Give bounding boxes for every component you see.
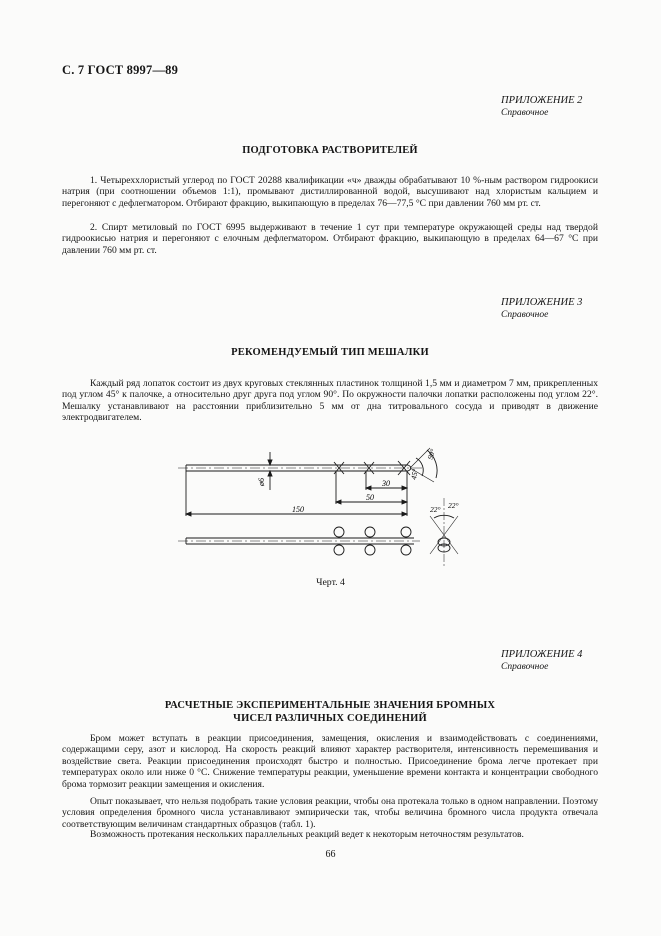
dim-diameter-label: ø6 bbox=[257, 478, 266, 486]
page-number: 66 bbox=[325, 849, 336, 860]
angle-22b-label: 22° bbox=[448, 501, 459, 510]
angle-90-label: 90° bbox=[425, 447, 438, 461]
angle-22a-label: 22° bbox=[430, 505, 441, 514]
blade-disc bbox=[401, 527, 411, 537]
appendix-note: Справочное bbox=[501, 108, 549, 118]
appendix-note: Справочное bbox=[501, 310, 549, 320]
section-title-solvents: ПОДГОТОВКА РАСТВОРИТЕЛЕЙ bbox=[242, 145, 418, 156]
paragraph: Каждый ряд лопаток состоит из двух круговых стеклянных пластинок толщиной 1,5 мм и диаметром 7 мм, прикрепленных под углом 45° к палочке, а относительно друг друга под углом 90°. По окружности палочки лопатки расположены под углом 22°. Мешалку устанавливают на расстоянии приблизительно 5 мм от дна титровального сосуда и приводят в движение электродвигателем. bbox=[62, 378, 598, 424]
title-line: ЧИСЕЛ РАЗЛИЧНЫХ СОЕДИНЕНИЙ bbox=[233, 713, 427, 724]
appendix-label: ПРИЛОЖЕНИЕ 2 bbox=[501, 95, 583, 106]
section-title-stirrer: РЕКОМЕНДУЕМЫЙ ТИП МЕШАЛКИ bbox=[231, 347, 429, 358]
paragraph: Возможность протекания нескольких параллельных реакций ведет к некоторым неточностям результатов. bbox=[90, 829, 524, 840]
blade-disc bbox=[365, 527, 375, 537]
paragraph: 2. Спирт метиловый по ГОСТ 6995 выдерживают в течение 1 сут при температуре окружающей среды над твердой гидроокисью натрия и перегоняют с елочным дефлегматором. Отбирают фракцию, выкипающую в пределах 64—67 °С при давлении 760 мм рт. ст. bbox=[62, 222, 598, 256]
blade-disc bbox=[365, 545, 375, 555]
appendix-3-label bbox=[501, 296, 589, 322]
appendix-note: Справочное bbox=[501, 662, 549, 672]
appendix-4-label bbox=[501, 648, 589, 674]
figure-caption: Черт. 4 bbox=[316, 577, 345, 588]
paragraph: Бром может вступать в реакции присоединения, замещения, окисления и взаимодействовать с соединениями, содержащими серу, азот и кислород. На скорость реакций влияют характер растворителя, интенсивность перемешивания и воздействие света. Реакции присоединения происходят быстро и полностью. Присоединение брома легче протекает при температурах около или ниже 0 °С. Снижение температуры реакции, уменьшение времени контакта и концентрации свободного брома тормозит реакции замещения и окисления. bbox=[62, 733, 598, 790]
blade-disc bbox=[334, 527, 344, 537]
document-header: С. 7 ГОСТ 8997—89 bbox=[62, 63, 179, 77]
stirrer-drawing bbox=[178, 438, 478, 573]
section-title-bromine bbox=[62, 699, 598, 725]
dim-150-label: 150 bbox=[292, 505, 304, 514]
blade-disc bbox=[334, 545, 344, 555]
title-line: РАСЧЕТНЫЕ ЭКСПЕРИМЕНТАЛЬНЫЕ ЗНАЧЕНИЯ БРОМНЫХ bbox=[164, 700, 496, 711]
angle-45-label: 45° bbox=[409, 468, 420, 481]
appendix-label: ПРИЛОЖЕНИЕ 3 bbox=[501, 297, 583, 308]
dim-30-label: 30 bbox=[382, 479, 390, 488]
dim-50-label: 50 bbox=[366, 493, 374, 502]
paragraph: 1. Четыреххлористый углерод по ГОСТ 20288 квалификации «ч» дважды обрабатывают 10 %-ным раствором гидроокиси натрия (при соотношении объемов 1:1), промывают дистиллированной водой, высушивают над хлористым кальцием и перегоняют с дефлегматором. Отбирают фракцию, выкипающую в пределах 76—77,5 °С при давлении 760 мм рт. ст. bbox=[62, 175, 598, 209]
appendix-2-label bbox=[501, 94, 589, 120]
blade-disc bbox=[401, 545, 411, 555]
appendix-label: ПРИЛОЖЕНИЕ 4 bbox=[501, 649, 583, 660]
paragraph: Опыт показывает, что нельзя подобрать такие условия реакции, чтобы она протекала только в одном направлении. Поэтому условия определения бромного числа устанавливают эмпирически так, чтобы величина бромного числа продукта отвечала соответствующим величинам стандартных образцов (табл. 1). bbox=[62, 796, 598, 830]
